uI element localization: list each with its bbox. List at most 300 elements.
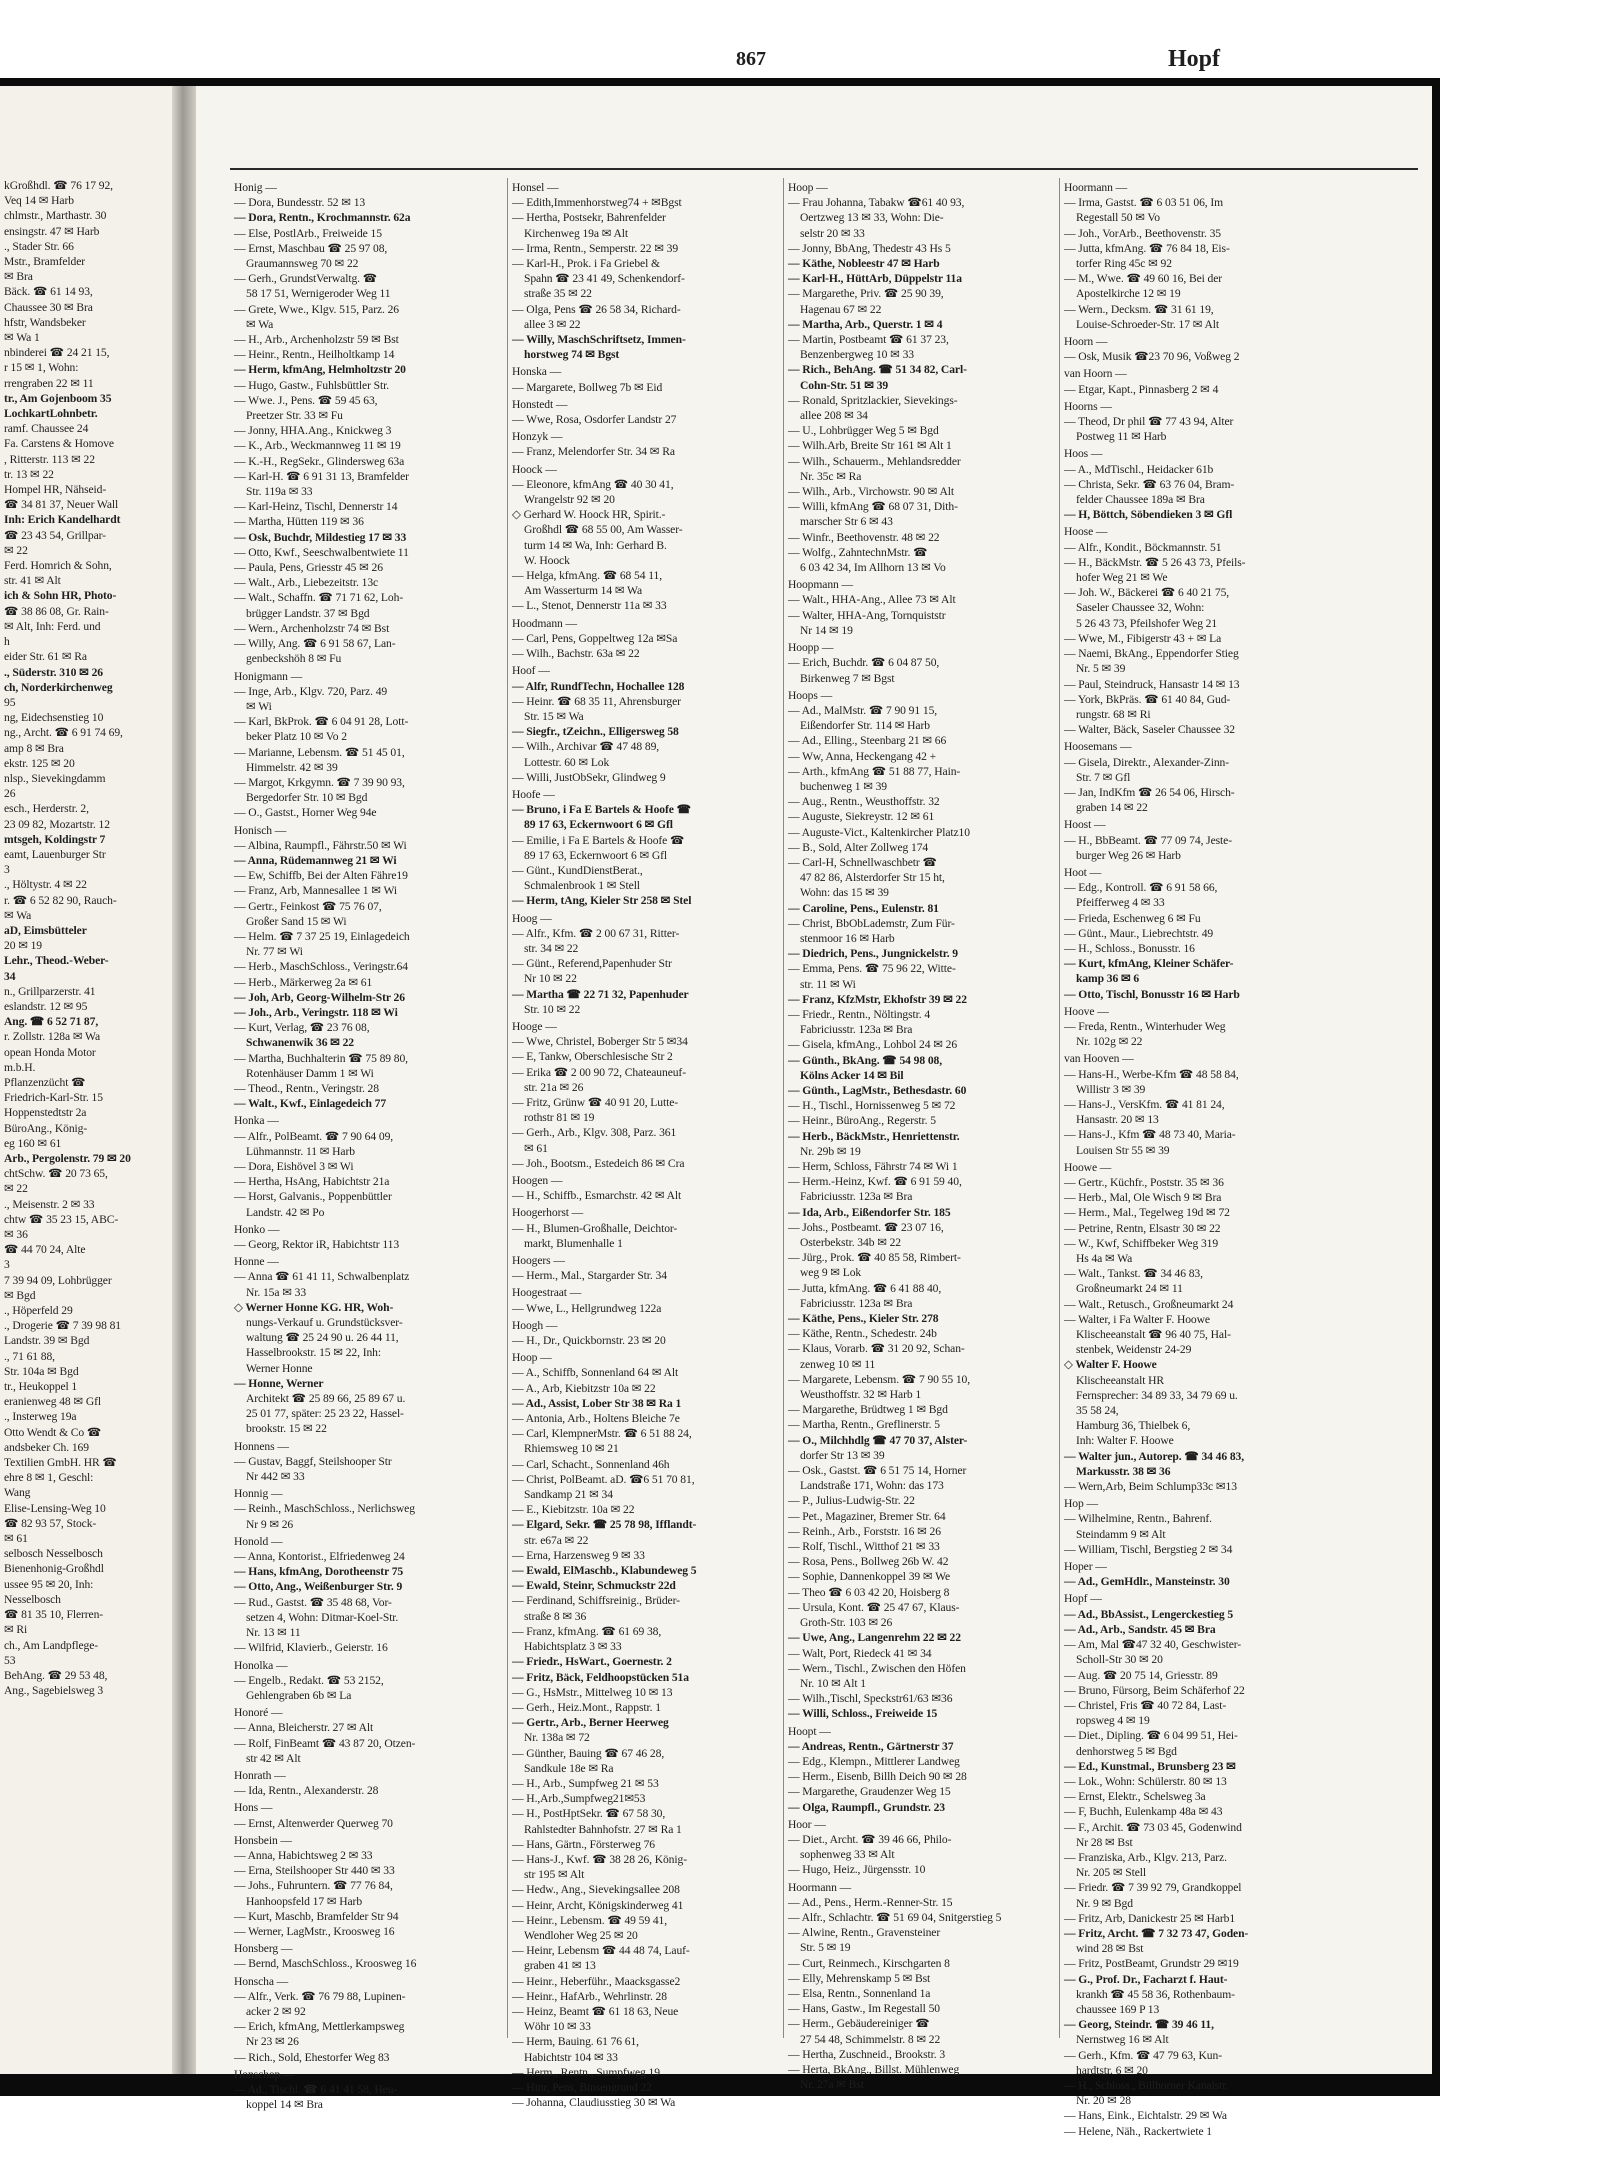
directory-entry: felder Chaussee 189a ✉ Bra: [1076, 493, 1205, 507]
directory-entry: — Theod., Rentn., Veringstr. 28: [234, 1081, 379, 1095]
book-gutter: [172, 86, 196, 2074]
directory-entry: — Walt., HHA-Ang., Allee 73 ✉ Alt: [788, 593, 956, 607]
directory-entry: mtsgeh, Koldingstr 7: [4, 832, 106, 846]
directory-entry: — Heinr., Rentn., Heilholtkamp 14: [234, 348, 395, 362]
directory-entry: Str. 5 ✉ 19: [800, 1941, 851, 1955]
directory-entry: — M., Wwe. ☎ 49 60 16, Bei der: [1064, 272, 1223, 286]
directory-entry: — Georg, Steindr. ☎ 39 46 11,: [1064, 2018, 1214, 2032]
directory-entry: — Gerh., Heiz.Mont., Rappstr. 1: [512, 1700, 661, 1714]
directory-entry: — Christel, Fris ☎ 40 72 84, Last-: [1064, 1698, 1227, 1712]
directory-entry: — Auguste-Vict., Kaltenkircher Platz10: [788, 825, 970, 839]
directory-entry: ekstr. 125 ✉ 20: [4, 756, 75, 770]
directory-entry: — Bruno, i Fa E Bartels & Hoofe ☎: [512, 803, 691, 817]
directory-entry: — Bernd, MaschSchloss., Kroosweg 16: [234, 1957, 417, 1971]
directory-entry: — Caroline, Pens., Eulenstr. 81: [788, 901, 939, 915]
directory-entry: — Christa, Sekr. ☎ 63 76 04, Bram-: [1064, 477, 1235, 491]
directory-entry: Habichtsplatz 3 ✉ 33: [524, 1640, 622, 1654]
directory-entry: Fabriciusstr. 123a ✉ Bra: [800, 1023, 913, 1037]
directory-entry: — Martha, Buchhalterin ☎ 75 89 80,: [234, 1051, 408, 1065]
directory-entry: — Willy, Ang. ☎ 6 91 58 67, Lan-: [234, 637, 396, 651]
directory-entry: — Arth., kfmAng ☎ 51 88 77, Hain-: [788, 764, 961, 778]
directory-entry: Str. 15 ✉ Wa: [524, 709, 584, 723]
directory-entry: — Hans, kfmAng, Dorotheenstr 75: [234, 1565, 404, 1579]
directory-entry: Nr. 20 ✉ 28: [1076, 2094, 1131, 2108]
directory-entry: — Ernst, Elektr., Schelsweg 3a: [1064, 1790, 1206, 1804]
surname-heading: Hoove —: [1064, 1004, 1109, 1018]
directory-entry: koppel 14 ✉ Bra: [246, 2098, 323, 2112]
directory-entry: — Joh., Bootsm., Estedeich 86 ✉ Cra: [512, 1156, 685, 1170]
directory-entry: stenbek, Weidenstr 24-29: [1076, 1343, 1192, 1357]
directory-entry: 20 ✉ 19: [4, 939, 42, 953]
directory-entry: Gehlengraben 6b ✉ La: [246, 1688, 352, 1702]
directory-entry: — Franz, Arb, Mannesallee 1 ✉ Wi: [234, 884, 397, 898]
directory-entry: Nr 28 ✉ Bst: [1076, 1835, 1133, 1849]
directory-entry: — Gertr., Arb., Berner Heerweg: [512, 1716, 669, 1730]
surname-heading: Honstedt —: [512, 397, 568, 411]
left-page-fragment: [0, 86, 172, 2074]
directory-entry: — Ferdinand, Schiffsreinig., Brüder-: [512, 1594, 680, 1608]
directory-entry: r. Zollstr. 128a ✉ Wa: [4, 1030, 100, 1044]
directory-entry: — Erna, Steilshooper Str 440 ✉ 33: [234, 1864, 395, 1878]
directory-entry: — Alfr., Verk. ☎ 76 79 88, Lupinen-: [234, 1989, 406, 2003]
surname-heading: Honnens —: [234, 1439, 289, 1453]
directory-entry: Osterbekstr. 34b ✉ 22: [800, 1236, 901, 1250]
directory-entry: — Otto, Kwf., Seeschwalbentwiete 11: [234, 545, 409, 559]
directory-entry: — Wern., Tischl., Zwischen den Höfen: [788, 1661, 966, 1675]
directory-entry: burger Weg 26 ✉ Harb: [1076, 848, 1181, 862]
running-head: Hopf: [1167, 46, 1220, 72]
directory-entry: Klischeeanstalt ☎ 96 40 75, Hal-: [1076, 1328, 1231, 1342]
directory-entry: — Gerh., Kfm. ☎ 47 79 63, Kun-: [1064, 2048, 1222, 2062]
directory-entry: — Albina, Raumpfl., Fährstr.50 ✉ Wi: [234, 838, 407, 852]
directory-entry: BehAng. ☎ 29 53 48,: [4, 1668, 108, 1682]
directory-entry: — Joh., VorArb., Beethovenstr. 35: [1064, 226, 1221, 240]
directory-entry: brügger Landstr. 37 ✉ Bgd: [246, 606, 370, 620]
directory-entry: kamp 36 ✉ 6: [1076, 972, 1140, 986]
directory-entry: — Gerh., GrundstVerwaltg. ☎: [234, 272, 378, 286]
directory-entry: graben 41 ✉ 13: [524, 1959, 596, 1973]
directory-entry: Rotenhäuser Damm 1 ✉ Wi: [246, 1066, 374, 1080]
directory-entry: ✉ Wi: [246, 699, 272, 713]
surname-heading: Hoosemans —: [1064, 740, 1132, 754]
directory-entry: — Jutta, kfmAng. ☎ 6 41 88 40,: [788, 1281, 942, 1295]
directory-entry: 3: [4, 1258, 10, 1272]
directory-entry: Willistr 3 ✉ 39: [1076, 1082, 1146, 1096]
surname-heading: Hons —: [234, 1801, 273, 1815]
directory-entry: — Hugo, Gastw., Fuhlsbüttler Str.: [234, 378, 390, 392]
surname-heading: Hoof —: [512, 664, 550, 678]
directory-entry: — Aug., Rentn., Weusthoffstr. 32: [788, 795, 940, 809]
directory-entry: — Joh, Arb, Georg-Wilhelm-Str 26: [234, 990, 405, 1004]
directory-entry: ✉ 22: [4, 543, 28, 557]
directory-entry: Inh: Walter F. Hoowe: [1076, 1434, 1174, 1448]
directory-entry: Klischeeanstalt HR: [1076, 1373, 1165, 1387]
directory-entry: — Ewald, Steinr, Schmuckstr 22d: [512, 1579, 676, 1593]
directory-entry: — A., MdTischl., Heidacker 61b: [1064, 462, 1214, 476]
directory-entry: allee 208 ✉ 34: [800, 409, 868, 423]
directory-entry: — Bruno, Fürsorg, Beim Schäferhof 22: [1064, 1683, 1245, 1697]
directory-entry: — Reinh., Arb., Forststr. 16 ✉ 26: [788, 1524, 941, 1538]
directory-entry: — Gisela, kfmAng., Lohbol 24 ✉ 26: [788, 1038, 958, 1052]
directory-entry: Großneumarkt 24 ✉ 11: [1076, 1282, 1183, 1296]
directory-entry: Hasselbrookstr. 15 ✉ 22, Inh:: [246, 1346, 381, 1360]
column-divider: [507, 178, 508, 2038]
directory-entry: Nr. 5 ✉ 39: [1076, 662, 1126, 676]
directory-entry: Steindamm 9 ✉ Alt: [1076, 1527, 1166, 1541]
directory-entry: — Wwe, M., Fibigerstr 43 + ✉ La: [1064, 631, 1222, 645]
directory-entry: — Herm.-Heinz, Kwf. ☎ 6 91 59 40,: [788, 1175, 962, 1189]
directory-entry: — Pet., Magaziner, Bremer Str. 64: [788, 1509, 946, 1523]
directory-entry: — Wwe, Christel, Boberger Str 5 ✉34: [512, 1035, 688, 1049]
directory-entry: — Irma, Gastst. ☎ 6 03 51 06, Im: [1064, 196, 1224, 210]
directory-entry: Scholl-Str 30 ✉ 20: [1076, 1653, 1163, 1667]
directory-entry: Nr 10 ✉ 22: [524, 972, 577, 986]
directory-entry: — U., Lohbrügger Weg 5 ✉ Bgd: [788, 424, 939, 438]
directory-entry: — Hans-J., Kfm ☎ 48 73 40, Maria-: [1064, 1128, 1236, 1142]
directory-entry: ☎ 38 86 08, Gr. Rain-: [4, 604, 109, 618]
directory-entry: ✉ Wa 1: [4, 331, 40, 345]
directory-entry: — Jürg., Prok. ☎ 40 85 58, Rimbert-: [788, 1251, 961, 1265]
directory-entry: selbosch Nesselbosch: [4, 1547, 103, 1561]
directory-entry: 35 58 24,: [1076, 1404, 1119, 1418]
directory-entry: — Uwe, Ang., Langenrehm 22 ✉ 22: [788, 1631, 961, 1645]
directory-entry: — K.-H., RegSekr., Glindersweg 63a: [234, 454, 405, 468]
directory-entry: ✉ 61: [524, 1141, 548, 1155]
directory-entry: — Theod, Dr phil ☎ 77 43 94, Alter: [1064, 415, 1234, 429]
directory-entry: — Hedw., Ang., Sievekingsallee 208: [512, 1883, 680, 1897]
directory-entry: — Frau Johanna, Tabakw ☎61 40 93,: [788, 196, 965, 210]
directory-entry: — Anna ☎ 61 41 11, Schwalbenplatz: [234, 1270, 410, 1284]
directory-entry: nlsp., Sievekingdamm: [4, 771, 106, 785]
directory-entry: Kölns Acker 14 ✉ Bil: [800, 1068, 904, 1082]
directory-entry: Str. 119a ✉ 33: [246, 485, 313, 499]
directory-entry: Str. 10 ✉ 22: [524, 1002, 581, 1016]
directory-entry: chlmstr., Marthastr. 30: [4, 209, 107, 223]
directory-entry: ✉ Bra: [4, 270, 33, 284]
directory-entry: — Karl-H. ☎ 6 91 31 13, Bramfelder: [234, 469, 409, 483]
directory-entry: — Alfr, RundfTechn, Hochallee 128: [512, 679, 685, 693]
directory-entry: Sandkule 18e ✉ Ra: [524, 1761, 614, 1775]
directory-entry: — Johs., Postbeamt. ☎ 23 07 16,: [788, 1220, 944, 1234]
directory-entry: turm 14 ✉ Wa, Inh: Gerhard B.: [524, 538, 667, 552]
directory-entry: horstweg 74 ✉ Bgst: [524, 348, 620, 362]
directory-entry: wind 28 ✉ Bst: [1076, 1942, 1144, 1956]
directory-entry: — Jutta, kfmAng. ☎ 76 84 18, Eis-: [1064, 241, 1230, 255]
directory-entry: — Fritz, Bäck, Feldhoopstücken 51a: [512, 1670, 689, 1684]
directory-entry: — Inge, Arb., Klgv. 720, Parz. 49: [234, 684, 388, 698]
directory-entry: setzen 4, Wohn: Ditmar-Koel-Str.: [246, 1610, 399, 1624]
directory-entry: — Andreas, Rentn., Gärtnerstr 37: [788, 1739, 954, 1753]
directory-entry: — Ida, Arb., Eißendorfer Str. 185: [788, 1205, 951, 1219]
directory-entry: Lottestr. 60 ✉ Lok: [524, 755, 610, 769]
directory-entry: — H., Tischl., Hornissenweg 5 ✉ 72: [788, 1099, 956, 1113]
directory-entry: — Edith,Immenhorstweg74 + ✉Bgst: [512, 196, 682, 210]
directory-entry: Nr 14 ✉ 19: [800, 623, 853, 637]
directory-entry: 25 01 77, später: 25 23 22, Hassel-: [246, 1407, 404, 1421]
directory-entry: — Günt., Maur., Liebrechtstr. 49: [1064, 926, 1214, 940]
directory-entry: — Edg., Klempn., Mittlerer Landweg: [788, 1754, 960, 1768]
directory-entry: eranienweg 48 ✉ Gfl: [4, 1395, 101, 1409]
directory-entry: — Horst, Galvanis., Poppenbüttler: [234, 1190, 392, 1204]
surname-heading: Honrath —: [234, 1768, 286, 1782]
left-page-column: [4, 178, 169, 2058]
directory-entry: straße 35 ✉ 22: [524, 287, 592, 301]
directory-entry: ✉ 22: [4, 1182, 28, 1196]
directory-entry: — Sophie, Dannenkoppel 39 ✉ We: [788, 1570, 951, 1584]
directory-entry: — Martha, Arb., Querstr. 1 ✉ 4: [788, 317, 943, 331]
directory-entry: — Christ, PolBeamt. aD. ☎6 51 70 81,: [512, 1472, 695, 1486]
column-divider: [1059, 178, 1060, 2038]
directory-entry: Sandkamp 21 ✉ 34: [524, 1488, 613, 1502]
directory-entry: rungstr. 68 ✉ Ri: [1076, 707, 1151, 721]
directory-entry: Veq 14 ✉ Harb: [4, 194, 74, 208]
directory-column-1: [234, 178, 504, 2112]
directory-entry: ✉ Wa: [246, 317, 274, 331]
directory-entry: — Walter, i Fa Walter F. Hoowe: [1064, 1312, 1210, 1326]
directory-entry: — Willi, Schloss., Freiweide 15: [788, 1707, 938, 1721]
directory-entry: Wendloher Weg 25 ✉ 20: [524, 1928, 638, 1942]
directory-entry: — Walt, Port, Riedeck 41 ✉ 34: [788, 1646, 932, 1660]
directory-entry: weg 9 ✉ Lok: [800, 1266, 862, 1280]
directory-entry: — Erika ☎ 2 00 90 72, Chateauneuf-: [512, 1065, 686, 1079]
directory-entry: — Franziska, Arb., Klgv. 213, Parz.: [1064, 1850, 1227, 1864]
directory-entry: — Karl-H., HüttArb, Düppelstr 11a: [788, 272, 962, 286]
surname-heading: Hoofe —: [512, 787, 555, 801]
page-number: 867: [736, 48, 766, 70]
directory-entry: — Heinr, Lebensm ☎ 44 48 74, Lauf-: [512, 1944, 690, 1958]
directory-entry: — H., PostHptSekr. ☎ 67 58 30,: [512, 1807, 666, 1821]
directory-entry: — Herb., BäckMstr., Henriettenstr.: [788, 1129, 960, 1143]
directory-entry: — Marianne, Lebensm. ☎ 51 45 01,: [234, 745, 405, 759]
directory-entry: — Dora, Rentn., Krochmannstr. 62a: [234, 211, 411, 225]
directory-entry: h: [4, 635, 10, 649]
directory-entry: ., Drogerie ☎ 7 39 98 81: [4, 1319, 122, 1333]
directory-entry: — Klaus, Vorarb. ☎ 31 20 92, Schan-: [788, 1342, 965, 1356]
directory-entry: — Diet., Archt. ☎ 39 46 66, Philo-: [788, 1832, 952, 1846]
directory-entry: graben 14 ✉ 22: [1076, 801, 1148, 815]
directory-entry: ehre 8 ✉ 1, Geschl:: [4, 1471, 94, 1485]
directory-entry: — Otto, Tischl, Bonusstr 16 ✉ Harb: [1064, 987, 1240, 1001]
directory-entry: — Walter, HHA-Ang, Tornquiststr: [788, 608, 946, 622]
directory-entry: — Willi, kfmAng ☎ 68 07 31, Dith-: [788, 500, 958, 514]
directory-entry: Hanhoopsfeld 17 ✉ Harb: [246, 1894, 363, 1908]
surname-heading: Hopf —: [1064, 1592, 1102, 1606]
directory-entry: Wöhr 10 ✉ 33: [524, 2020, 591, 2034]
directory-entry: — Heinr. ☎ 68 35 11, Ahrensburger: [512, 694, 681, 708]
directory-entry: — Gertr., Küchfr., Poststr. 35 ✉ 36: [1064, 1176, 1224, 1189]
directory-entry: — Kurt, Verlag, ☎ 23 76 08,: [234, 1021, 370, 1035]
directory-entry: 26: [4, 787, 16, 801]
surname-heading: Hoorn —: [1064, 335, 1108, 349]
directory-entry: — Kurt, Maschb, Bramfelder Str 94: [234, 1909, 399, 1923]
directory-entry: — Herm, tAng, Kieler Str 258 ✉ Stel: [512, 894, 692, 908]
directory-entry: — Fritz, Grünw ☎ 40 91 20, Lutte-: [512, 1095, 679, 1109]
surname-heading: Honka —: [234, 1114, 279, 1128]
directory-entry: Rahlstedter Bahnhofstr. 27 ✉ Ra 1: [524, 1822, 682, 1836]
directory-entry: — Johs., Fuhruntern. ☎ 77 76 84,: [234, 1879, 393, 1893]
directory-entry: — Joh. W., Bäckerei ☎ 6 40 21 75,: [1064, 586, 1230, 600]
directory-entry: — Ernst, Altenwerder Querweg 70: [234, 1816, 393, 1830]
directory-entry: — H., Schloss., Bonusstr. 16: [1064, 941, 1195, 955]
directory-entry: aD, Eimsbütteler: [4, 923, 87, 937]
directory-entry: — H., Blumen-Großhalle, Deichtor-: [512, 1221, 678, 1235]
directory-entry: — Friedr. ☎ 7 39 92 79, Grandkoppel: [1064, 1881, 1242, 1895]
directory-entry: — Wern., Archenholzstr 74 ✉ Bst: [234, 621, 390, 635]
directory-entry: Wrangelstr 92 ✉ 20: [524, 493, 615, 507]
surname-heading: Honig —: [234, 181, 277, 194]
directory-entry: — Gisela, Direktr., Alexander-Zinn-: [1064, 755, 1229, 769]
directory-entry: — Günther, Bauing ☎ 67 46 28,: [512, 1746, 665, 1760]
directory-entry: str. 41 ✉ Alt: [4, 574, 61, 588]
directory-entry: Fa. Carstens & Homove: [4, 437, 114, 451]
directory-entry: — Joh., Arb., Veringstr. 118 ✉ Wi: [234, 1005, 398, 1019]
directory-entry: str 42 ✉ Alt: [246, 1751, 301, 1765]
directory-entry: 53: [4, 1653, 16, 1667]
directory-entry: — Franz, kfmAng. ☎ 61 69 38,: [512, 1624, 662, 1638]
directory-entry: — F, Buchh, Eulenkamp 48a ✉ 43: [1064, 1805, 1223, 1819]
directory-entry: ropsweg 4 ✉ 19: [1076, 1714, 1150, 1728]
directory-entry: genbeckshöh 8 ✉ Fu: [246, 652, 342, 666]
directory-entry: Saseler Chaussee 32, Wohn:: [1076, 601, 1205, 615]
directory-entry: rrengraben 22 ✉ 11: [4, 376, 94, 390]
directory-entry: — Ad., Tischl. ☎ 6 41 41 58, Heu-: [234, 2082, 398, 2096]
directory-entry: — Wilh., Archivar ☎ 47 48 89,: [512, 740, 660, 754]
directory-entry: — Hans, Gastw., Im Regestall 50: [788, 2002, 940, 2016]
directory-entry: — Herm, Schloss, Fährstr 74 ✉ Wi 1: [788, 1160, 958, 1173]
directory-entry: Himmelstr. 42 ✉ 39: [246, 760, 338, 774]
directory-entry: Nr 9 ✉ 26: [246, 1517, 294, 1531]
directory-entry: ., Höltystr. 4 ✉ 22: [4, 878, 87, 892]
directory-entry: — Ad., Arb., Sandstr. 45 ✉ Bra: [1064, 1622, 1216, 1636]
directory-entry: — Petrine, Rentn, Elsastr 30 ✉ 22: [1064, 1221, 1221, 1235]
directory-entry: Landstraße 171, Wohn: das 173: [800, 1479, 944, 1493]
surname-heading: Hoost —: [1064, 818, 1106, 832]
directory-entry: ◇ Gerhard W. Hoock HR, Spirit.-: [512, 508, 666, 522]
surname-heading: van Hoorn —: [1064, 367, 1127, 381]
directory-entry: ✉ Bgd: [4, 1288, 36, 1302]
directory-entry: Landstr. 42 ✉ Po: [246, 1205, 325, 1219]
directory-entry: — Käthe, Pens., Kieler Str. 278: [788, 1312, 939, 1326]
directory-entry: — Heinr, Archt, Königskinderweg 41: [512, 1898, 684, 1912]
directory-entry: — Karl-H., Prok. i Fa Griebel &: [512, 257, 660, 271]
directory-entry: — Ewald, ElMaschb., Klabundeweg 5: [512, 1564, 697, 1578]
directory-entry: — Osk, Buchdr, Mildestieg 17 ✉ 33: [234, 530, 407, 544]
directory-page: [196, 86, 1432, 2138]
directory-entry: allee 3 ✉ 22: [524, 317, 581, 331]
directory-entry: — Edg., Kontroll. ☎ 6 91 58 66,: [1064, 881, 1218, 895]
surname-heading: Honko —: [234, 1222, 280, 1236]
directory-entry: — Elgard, Sekr. ☎ 25 78 98, Ifflandt-: [512, 1518, 697, 1532]
directory-entry: — O., Milchhdlg ☎ 47 70 37, Alster-: [788, 1433, 968, 1447]
directory-entry: — Engelb., Redakt. ☎ 53 2152,: [234, 1673, 384, 1687]
directory-entry: Hansastr. 20 ✉ 13: [1076, 1113, 1159, 1127]
surname-heading: Hoogers —: [512, 1254, 565, 1268]
surname-heading: Hoos —: [1064, 447, 1103, 461]
directory-entry: — Carl, KlempnerMstr. ☎ 6 51 88 24,: [512, 1427, 692, 1441]
directory-entry: Hagenau 67 ✉ 22: [800, 302, 882, 316]
directory-entry: Hamburg 36, Thielbek 6,: [1076, 1419, 1191, 1433]
directory-entry: — Anna, Rüdemannweg 21 ✉ Wi: [234, 853, 397, 867]
directory-entry: — Heinr., HafArb., Wehrlinstr. 28: [512, 1989, 667, 2003]
directory-entry: — Wilh., Schauerm., Mehlandsredder: [788, 454, 961, 468]
surname-heading: Hop —: [1064, 1497, 1098, 1511]
directory-entry: — G., HsMstr., Mittelweg 10 ✉ 13: [512, 1685, 673, 1699]
directory-entry: Am Wasserturm 14 ✉ Wa: [524, 584, 643, 598]
directory-entry: — Emilie, i Fa E Bartels & Hoofe ☎: [512, 833, 685, 847]
directory-entry: — Käthe, Rentn., Schedestr. 24b: [788, 1327, 937, 1341]
directory-entry: Apostelkirche 12 ✉ 19: [1076, 287, 1181, 301]
directory-entry: — Otto, Ang., Weißenburger Str. 9: [234, 1580, 403, 1594]
directory-entry: 95: [4, 695, 16, 709]
directory-entry: — Kurt, kfmAng, Kleiner Schäfer-: [1064, 957, 1234, 971]
directory-entry: — Hans, Gärtn., Försterweg 76: [512, 1837, 655, 1851]
directory-entry: Oertzweg 13 ✉ 33, Wohn: Die-: [800, 211, 944, 225]
surname-heading: Hoormann —: [1064, 181, 1128, 194]
directory-entry: — Margot, Krkgymn. ☎ 7 39 90 93,: [234, 775, 405, 789]
directory-entry: — Carl, Schacht., Sonnenland 46h: [512, 1457, 670, 1471]
directory-entry: — H, Böttch, Söbendieken 3 ✉ Gfl: [1064, 508, 1233, 522]
directory-entry: — Ad., Elling., Steenbarg 21 ✉ 66: [788, 734, 947, 748]
directory-entry: — Naemi, BkAng., Eppendorfer Stieg: [1064, 647, 1239, 661]
directory-entry: — Dora, Eishövel 3 ✉ Wi: [234, 1160, 354, 1173]
directory-entry: acker 2 ✉ 92: [246, 2004, 306, 2018]
directory-entry: Bergedorfer Str. 10 ✉ Bgd: [246, 791, 368, 805]
directory-entry: — Herm., Rentn., Sumpfweg 19: [512, 2065, 660, 2079]
directory-entry: — H., BäckMstr. ☎ 5 26 43 73, Pfeils-: [1064, 555, 1246, 569]
surname-heading: Hoodmann —: [512, 616, 578, 630]
directory-entry: str. 11 ✉ Wi: [800, 977, 856, 991]
directory-entry: Nernstweg 16 ✉ Alt: [1076, 2033, 1169, 2047]
directory-entry: — Margarethe, Priv. ☎ 25 90 39,: [788, 287, 944, 301]
directory-entry: — Wilh.Arb, Breite Str 161 ✉ Alt 1: [788, 439, 952, 453]
directory-entry: — Ad., Pens., Herm.-Renner-Str. 15: [788, 1895, 953, 1909]
directory-entry: — Hertha, HsAng, Habichtstr 21a: [234, 1175, 390, 1189]
directory-entry: Nr. 13 ✉ 11: [246, 1626, 301, 1640]
directory-entry: Postweg 11 ✉ Harb: [1076, 430, 1167, 444]
directory-entry: W. Hoock: [524, 553, 570, 567]
directory-entry: — Antonia, Arb., Holtens Bleiche 7e: [512, 1412, 680, 1426]
directory-entry: — Alfr., Schlachtr. ☎ 51 69 04, Snitgerstieg 5: [788, 1910, 1002, 1924]
directory-entry: — Fritz, Archt. ☎ 7 32 73 47, Goden-: [1064, 1926, 1249, 1940]
directory-entry: — York, BkPräs. ☎ 61 40 84, Gud-: [1064, 692, 1231, 706]
directory-entry: chtw ☎ 35 23 15, ABC-: [4, 1212, 119, 1226]
directory-entry: — Ad., MalMstr. ☎ 7 90 91 15,: [788, 703, 938, 717]
surname-heading: Honold —: [234, 1534, 283, 1548]
directory-entry: — Aug. ☎ 20 75 14, Griesstr. 89: [1064, 1668, 1218, 1682]
directory-entry: Str. 7 ✉ Gfl: [1076, 770, 1131, 784]
directory-entry: ☎ 82 93 57, Stock-: [4, 1516, 97, 1530]
directory-entry: — Heinr., Lebensm. ☎ 49 59 41,: [512, 1913, 668, 1927]
directory-entry: — Hans, Eink., Eichtalstr. 29 ✉ Wa: [1064, 2109, 1227, 2123]
directory-entry: Nr. 102g ✉ 22: [1076, 1035, 1143, 1049]
directory-entry: 7 39 94 09, Lohbrügger: [4, 1273, 112, 1287]
directory-entry: — Fritz, Arb, Danickestr 25 ✉ Harb1: [1064, 1911, 1236, 1925]
directory-entry: Fabriciusstr. 123a ✉ Bra: [800, 1190, 913, 1204]
directory-entry: Nr. 9 ✉ Bgd: [1076, 1896, 1133, 1910]
directory-entry: — Franz, KfzMstr, Ekhofstr 39 ✉ 22: [788, 992, 967, 1006]
directory-entry: beker Platz 10 ✉ Vo 2: [246, 730, 347, 744]
directory-entry: Rhiemsweg 10 ✉ 21: [524, 1442, 619, 1456]
directory-entry: — Martha, Hütten 119 ✉ 36: [234, 515, 364, 529]
directory-entry: — Herb., Mal, Ole Wisch 9 ✉ Bra: [1064, 1191, 1222, 1205]
directory-entry: — Helga, kfmAng. ☎ 68 54 11,: [512, 569, 662, 583]
directory-entry: — Hans-J., Kwf. ☎ 38 28 26, König-: [512, 1852, 687, 1866]
directory-entry: stenmoor 16 ✉ Harb: [800, 931, 895, 945]
directory-entry: — Paula, Pens, Griesstr 45 ✉ 26: [234, 561, 383, 575]
directory-entry: ramf. Chaussee 24: [4, 422, 89, 436]
surname-heading: Hoock —: [512, 462, 557, 476]
directory-entry: — Lok., Wohn: Schülerstr. 80 ✉ 13: [1064, 1774, 1227, 1788]
